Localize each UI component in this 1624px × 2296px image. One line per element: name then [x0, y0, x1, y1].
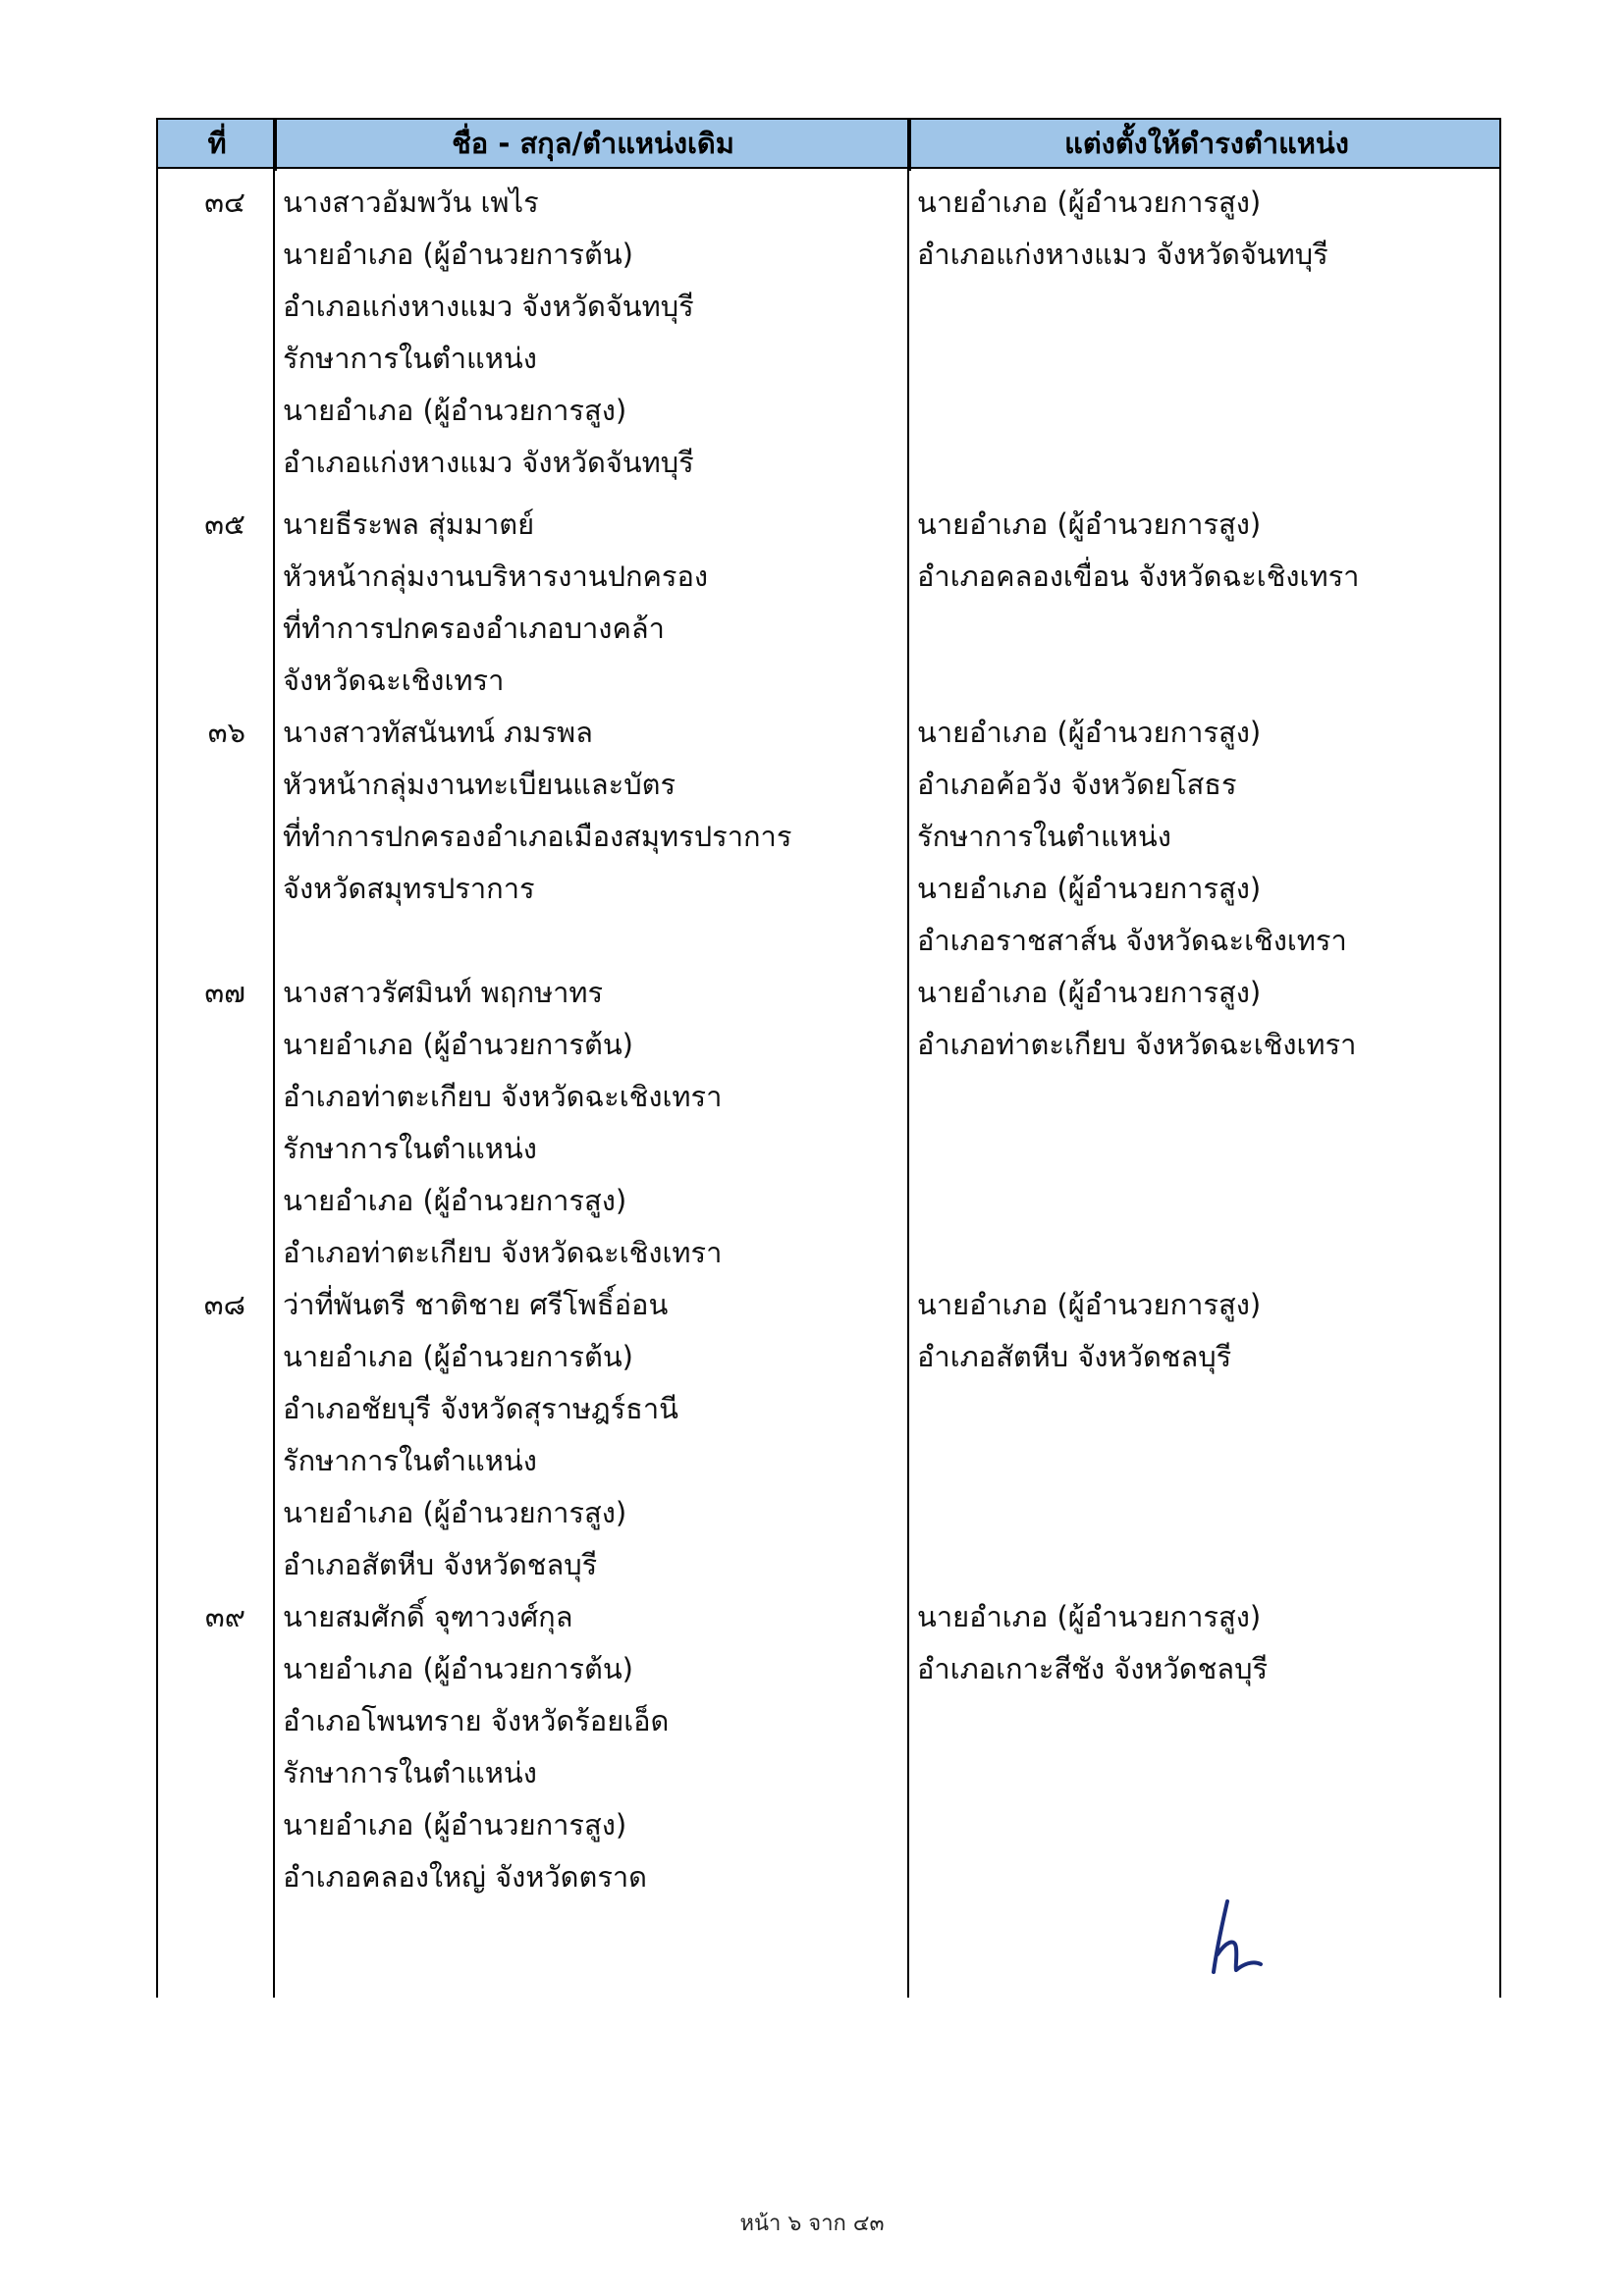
original-position-line: อำเภอชัยบุรี จังหวัดสุราษฎร์ธานี: [283, 1392, 678, 1425]
appointed-position-line: อำเภอสัตหีบ จังหวัดชลบุรี: [917, 1340, 1232, 1373]
original-position-line: นายอำเภอ (ผู้อำนวยการสูง): [283, 1808, 627, 1842]
row-number: ๓๙: [204, 1600, 245, 1633]
header-appointed-position: แต่งตั้งให้ดำรงตำแหน่ง: [1064, 127, 1349, 160]
row-number: ๓๘: [203, 1288, 245, 1321]
appointed-position-cell: [909, 1279, 1503, 1591]
appointed-position-cell: [909, 707, 1503, 967]
row-number-cell: [156, 1279, 275, 1591]
appointed-position-line: อำเภอราชสาส์น จังหวัดฉะเชิงเทรา: [917, 924, 1347, 957]
original-position-line: จังหวัดฉะเชิงเทรา: [283, 664, 505, 697]
table-row: [156, 967, 1503, 1279]
header-original-position: ชื่อ - สกุล/ตำแหน่งเดิม: [452, 127, 734, 160]
row-number: ๓๔: [204, 186, 245, 219]
row-number: ๓๗: [204, 976, 245, 1009]
original-position-cell: [275, 1279, 909, 1591]
original-position-line: ว่าที่พันตรี ชาติชาย ศรีโพธิ์อ่อน: [283, 1288, 669, 1321]
appointed-position-line: อำเภอค้อวัง จังหวัดยโสธร: [917, 768, 1237, 801]
original-position-line: อำเภอท่าตะเกียบ จังหวัดฉะเชิงเทรา: [283, 1080, 723, 1113]
table-row: [156, 177, 1503, 489]
original-position-line: อำเภอโพนทราย จังหวัดร้อยเอ็ด: [283, 1704, 670, 1737]
header-divider: [909, 120, 911, 171]
appointed-position-line: อำเภอท่าตะเกียบ จังหวัดฉะเชิงเทรา: [917, 1028, 1357, 1061]
original-position-cell: [275, 1591, 909, 1903]
original-position-line: อำเภอแก่งหางแมว จังหวัดจันทบุรี: [283, 446, 694, 479]
original-position-line: นายธีระพล สุ่มมาตย์: [283, 507, 535, 541]
original-position-line: นายอำเภอ (ผู้อำนวยการต้น): [283, 1652, 633, 1685]
header-number: ที่: [207, 127, 227, 160]
original-position-line: อำเภอคลองใหญ่ จังหวัดตราด: [283, 1860, 648, 1894]
original-position-line: จังหวัดสมุทรปราการ: [283, 872, 535, 905]
appointed-position-line: นายอำเภอ (ผู้อำนวยการสูง): [917, 186, 1262, 219]
original-position-line: นายอำเภอ (ผู้อำนวยการต้น): [283, 238, 633, 271]
appointed-position-line: นายอำเภอ (ผู้อำนวยการสูง): [917, 716, 1262, 749]
header-divider: [275, 120, 277, 171]
original-position-cell: [275, 707, 909, 967]
table-row: [156, 1279, 1503, 1591]
original-position-line: หัวหน้ากลุ่มงานทะเบียนและบัตร: [283, 768, 677, 801]
signature-mark: [1210, 1899, 1269, 1978]
appointed-position-cell: [909, 177, 1503, 489]
original-position-line: รักษาการในตำแหน่ง: [283, 1756, 537, 1789]
appointed-position-line: นายอำเภอ (ผู้อำนวยการสูง): [917, 507, 1262, 541]
original-position-line: นางสาวทัสนันทน์ ภมรพล: [283, 716, 593, 749]
original-position-line: นางสาวอัมพวัน เพไร: [283, 186, 539, 219]
original-position-line: อำเภอสัตหีบ จังหวัดชลบุรี: [283, 1548, 598, 1581]
appointed-position-line: นายอำเภอ (ผู้อำนวยการสูง): [917, 1288, 1262, 1321]
appointed-position-line: อำเภอเกาะสีชัง จังหวัดชลบุรี: [917, 1652, 1269, 1685]
table-body: [156, 177, 1503, 1903]
table-row: [156, 1591, 1503, 1903]
original-position-line: อำเภอแก่งหางแมว จังหวัดจันทบุรี: [283, 290, 694, 323]
original-position-cell: [275, 177, 909, 489]
appointed-position-line: นายอำเภอ (ผู้อำนวยการสูง): [917, 872, 1262, 905]
row-number-cell: [156, 707, 275, 967]
original-position-line: ที่ทำการปกครองอำเภอเมืองสมุทรปราการ: [283, 820, 792, 853]
row-number-cell: [156, 1591, 275, 1903]
original-position-line: นายอำเภอ (ผู้อำนวยการสูง): [283, 1496, 627, 1529]
appointed-position-cell: [909, 499, 1503, 707]
original-position-cell: [275, 499, 909, 707]
appointed-position-line: นายอำเภอ (ผู้อำนวยการสูง): [917, 976, 1262, 1009]
original-position-line: นางสาวรัศมินท์ พฤกษาทร: [283, 976, 604, 1009]
table-header: [156, 118, 1501, 169]
row-number-cell: [156, 177, 275, 489]
row-number-cell: [156, 499, 275, 707]
original-position-line: ที่ทำการปกครองอำเภอบางคล้า: [283, 612, 665, 645]
original-position-line: รักษาการในตำแหน่ง: [283, 342, 537, 375]
appointment-table: [156, 118, 1503, 1998]
table-row: [156, 499, 1503, 707]
appointed-position-line: นายอำเภอ (ผู้อำนวยการสูง): [917, 1600, 1262, 1633]
appointed-position-line: อำเภอแก่งหางแมว จังหวัดจันทบุรี: [917, 238, 1328, 271]
original-position-line: นายอำเภอ (ผู้อำนวยการต้น): [283, 1028, 633, 1061]
original-position-line: อำเภอท่าตะเกียบ จังหวัดฉะเชิงเทรา: [283, 1236, 723, 1269]
original-position-line: นายอำเภอ (ผู้อำนวยการสูง): [283, 1184, 627, 1217]
original-position-cell: [275, 967, 909, 1279]
appointed-position-line: อำเภอคลองเขื่อน จังหวัดฉะเชิงเทรา: [917, 560, 1360, 593]
original-position-line: รักษาการในตำแหน่ง: [283, 1132, 537, 1165]
appointed-position-cell: [909, 1591, 1503, 1903]
original-position-line: หัวหน้ากลุ่มงานบริหารงานปกครอง: [283, 560, 709, 593]
original-position-line: นายอำเภอ (ผู้อำนวยการต้น): [283, 1340, 633, 1373]
row-number: ๓๖: [207, 716, 245, 749]
appointed-position-line: รักษาการในตำแหน่ง: [917, 820, 1171, 853]
appointed-position-cell: [909, 967, 1503, 1279]
original-position-line: นายสมศักดิ์ จุฑาวงศ์กุล: [283, 1600, 573, 1633]
row-number: ๓๕: [204, 507, 245, 541]
table-row: [156, 707, 1503, 967]
page-footer: หน้า ๖ จาก ๔๓: [739, 2212, 885, 2236]
original-position-line: นายอำเภอ (ผู้อำนวยการสูง): [283, 394, 627, 427]
row-number-cell: [156, 967, 275, 1279]
original-position-line: รักษาการในตำแหน่ง: [283, 1444, 537, 1477]
